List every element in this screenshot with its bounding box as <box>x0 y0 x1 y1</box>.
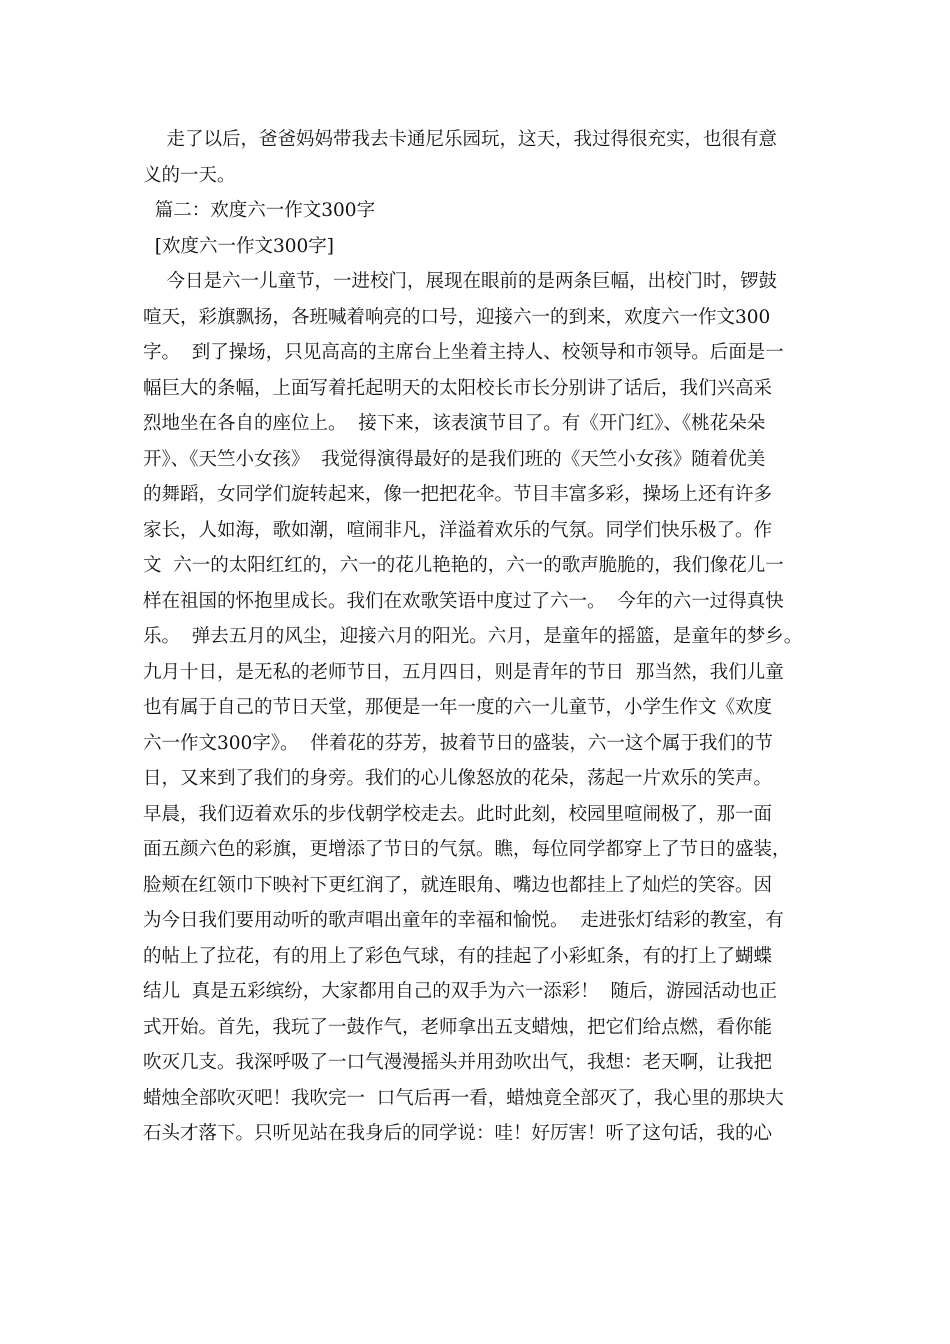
text-line: 九月十日，是无私的老师节日，五月四日，则是青年的节日 那当然，我们儿童 <box>143 661 784 683</box>
text-line: 为今日我们要用动听的歌声唱出童年的幸福和愉悦。 走进张灯结彩的教室，有 <box>143 910 784 931</box>
text-line: 结儿 真是五彩缤纷，大家都用自己的双手为六一添彩！ 随后，游园活动也正 <box>143 981 778 1002</box>
text-line: 家长，人如海，歌如潮，喧闹非凡，洋溢着欢乐的气氛。同学们快乐极了。作 <box>143 519 773 541</box>
text-line: 也有属于自己的节日天堂，那便是一年一度的六一儿童节，小学生作文《欢度 <box>143 697 773 718</box>
text-line: 乐。 弹去五月的风尘，迎接六月的阳光。六月，是童年的摇篮，是童年的梦乡。 <box>143 626 803 647</box>
text-line: 式开始。首先，我玩了一鼓作气，老师拿出五支蜡烛，把它们给点燃，看你能 <box>143 1016 773 1038</box>
text-line: 烈地坐在各自的座位上。 接下来，该表演节目了。有《开门红》、《桃花朵朵 <box>143 413 766 434</box>
text-line: 吹灭几支。我深呼吸了一口气漫漫摇头并用劲吹出气，我想：老天啊，让我把 <box>143 1052 773 1073</box>
text-line: 的帖上了拉花，有的用上了彩色气球，有的挂起了小彩虹条，有的打上了蝴蝶 <box>143 945 773 967</box>
text-line: 喧天，彩旗飘扬，各班喊着响亮的口号，迎接六一的到来，欢度六一作文300 <box>143 306 771 328</box>
text-line: 走了以后，爸爸妈妈带我去卡通尼乐园玩，这天，我过得很充实，也很有意 <box>143 129 778 150</box>
text-line: 石头才落下。只听见站在我身后的同学说：哇！好厉害！听了这句话，我的心 <box>143 1123 773 1144</box>
text-line: 今日是六一儿童节，一进校门，展现在眼前的是两条巨幅，出校门时，锣鼓 <box>143 271 778 292</box>
text-line: 义的一天。 <box>143 164 236 186</box>
text-line: 面五颜六色的彩旗，更增添了节日的气氛。瞧，每位同学都穿上了节日的盛装， <box>143 839 791 860</box>
text-line: 六一作文300字》。 伴着花的芬芳，披着节日的盛装，六一这个属于我们的节 <box>143 732 773 754</box>
section-subtitle: [欢度六一作文300字] <box>143 235 335 257</box>
essay-body <box>143 122 823 1152</box>
text-line: 文 六一的太阳红红的，六一的花儿艳艳的，六一的歌声脆脆的，我们像花儿一 <box>143 555 784 576</box>
text-line: 的舞蹈，女同学们旋转起来，像一把把花伞。节目丰富多彩，操场上还有许多 <box>143 484 773 505</box>
text-line: 样在祖国的怀抱里成长。我们在欢歌笑语中度过了六一。 今年的六一过得真快 <box>143 590 784 612</box>
text-line: 日，又来到了我们的身旁。我们的心儿像怒放的花朵，荡起一片欢乐的笑声。 <box>143 768 773 789</box>
text-line: 开》、《天竺小女孩》 我觉得演得最好的是我们班的《天竺小女孩》随着优美 <box>143 448 766 470</box>
section-title: 篇二：欢度六一作文300字 <box>143 200 376 221</box>
text-line: 蜡烛全部吹灭吧！我吹完一 口气后再一看，蜡烛竟全部灭了，我心里的那块大 <box>143 1087 784 1109</box>
text-line: 早晨，我们迈着欢乐的步伐朝学校走去。此时此刻，校园里喧闹极了，那一面 <box>143 803 773 825</box>
text-line: 字。 到了操场，只见高高的主席台上坐着主持人、校领导和市领导。后面是一 <box>143 342 784 363</box>
text-line: 脸颊在红领巾下映衬下更红润了，就连眼角、嘴边也都挂上了灿烂的笑容。因 <box>143 874 773 896</box>
text-line: 幅巨大的条幅，上面写着托起明天的太阳校长市长分别讲了话后，我们兴高采 <box>143 377 773 399</box>
